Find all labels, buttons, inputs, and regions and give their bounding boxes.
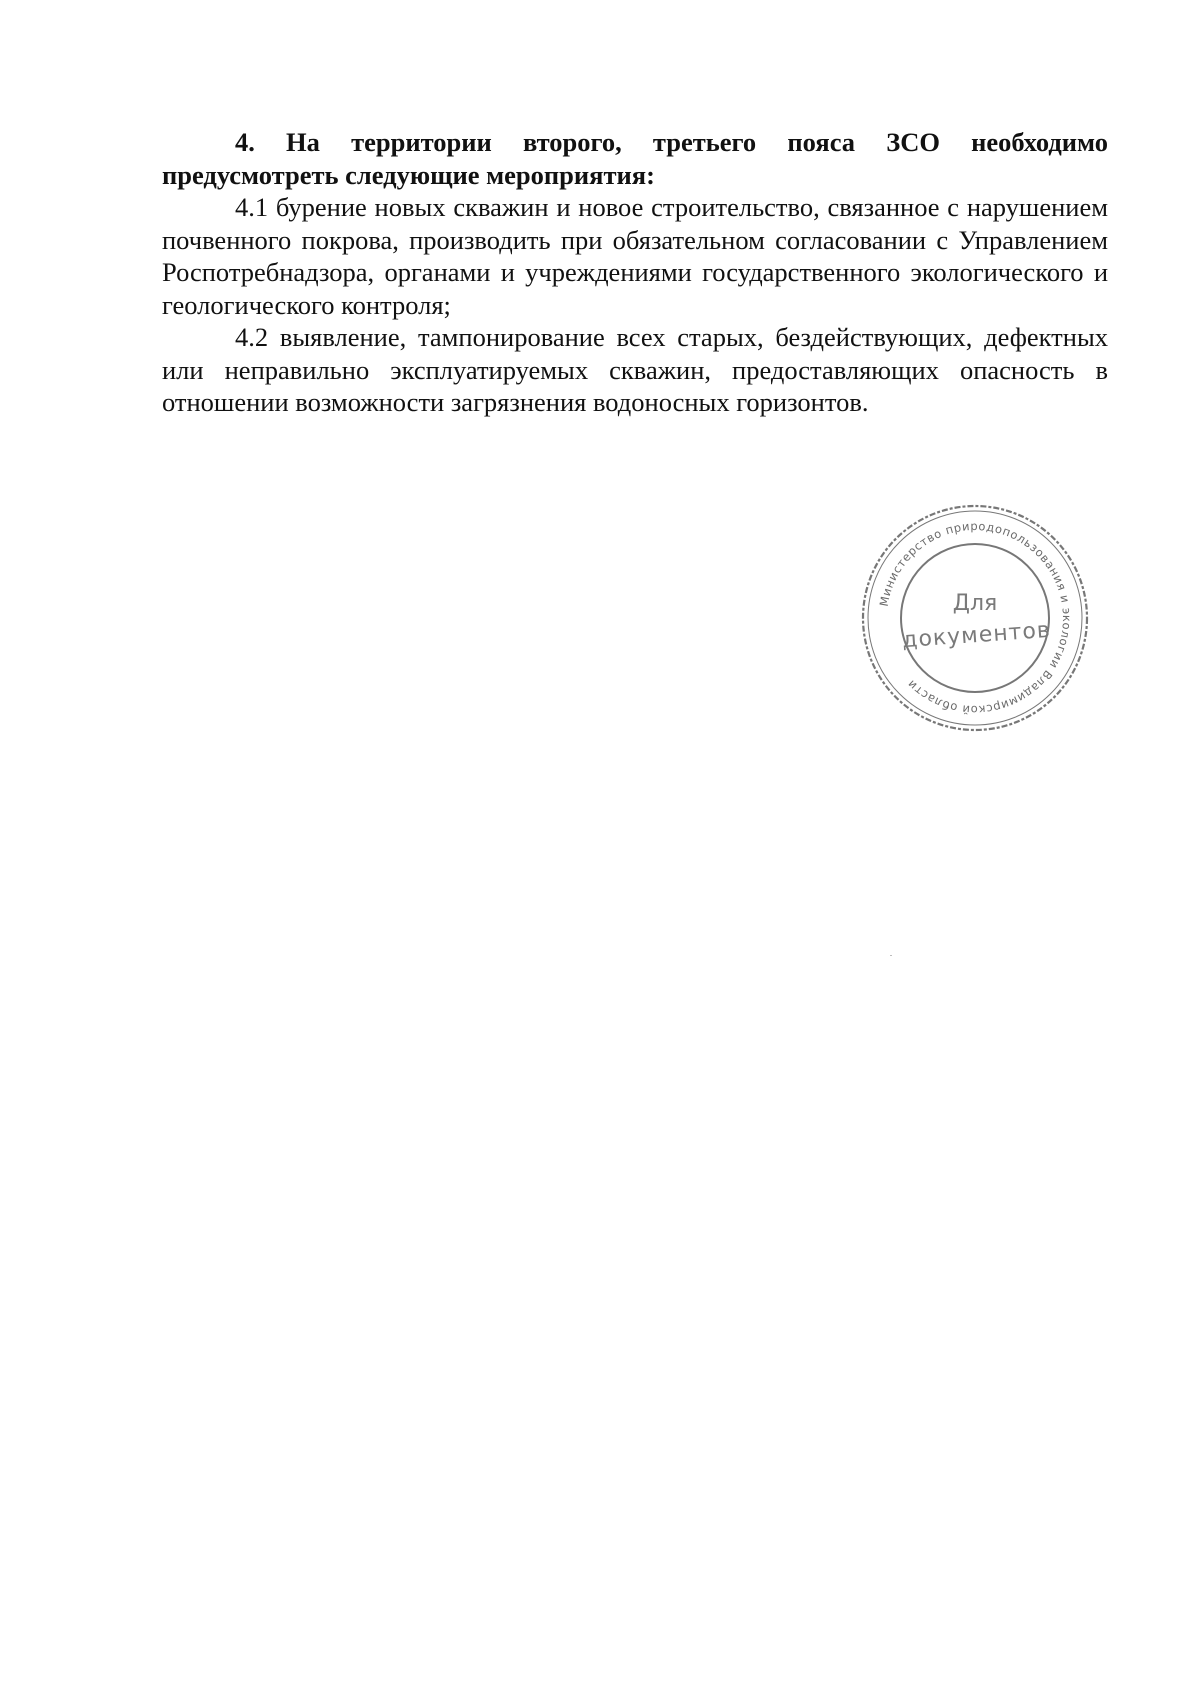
- stamp-center-line-1: Для: [952, 591, 998, 616]
- scan-speck: [890, 955, 892, 956]
- document-body: [162, 126, 1108, 419]
- official-stamp: [857, 500, 1093, 736]
- stamp-seal-icon: [857, 500, 1093, 736]
- paragraph-4-2: 4.2 выявление, тампонирование всех старых, бездействующих, дефектных или неправильно эксплуатируемых скважин, предоставляющих опасность в отношении возможности загрязнения водоносных горизонтов.: [162, 322, 1108, 417]
- section-heading: 4. На территории второго, третьего пояса ЗСО необходимо предусмотреть следующие мероприятия:: [162, 127, 1108, 190]
- paragraph-4-1: 4.1 бурение новых скважин и новое строительство, связанное с нарушением почвенного покрова, производить при обязательном согласовании с Управлением Роспотребнадзора, органами и учреждениями государственного экологического и геологического контроля;: [162, 192, 1108, 320]
- svg-text:Министерство природопользовани: Министерство природопользования и экологии Владимирской области: [876, 518, 1075, 718]
- stamp-center-line-2: документов: [901, 617, 1052, 654]
